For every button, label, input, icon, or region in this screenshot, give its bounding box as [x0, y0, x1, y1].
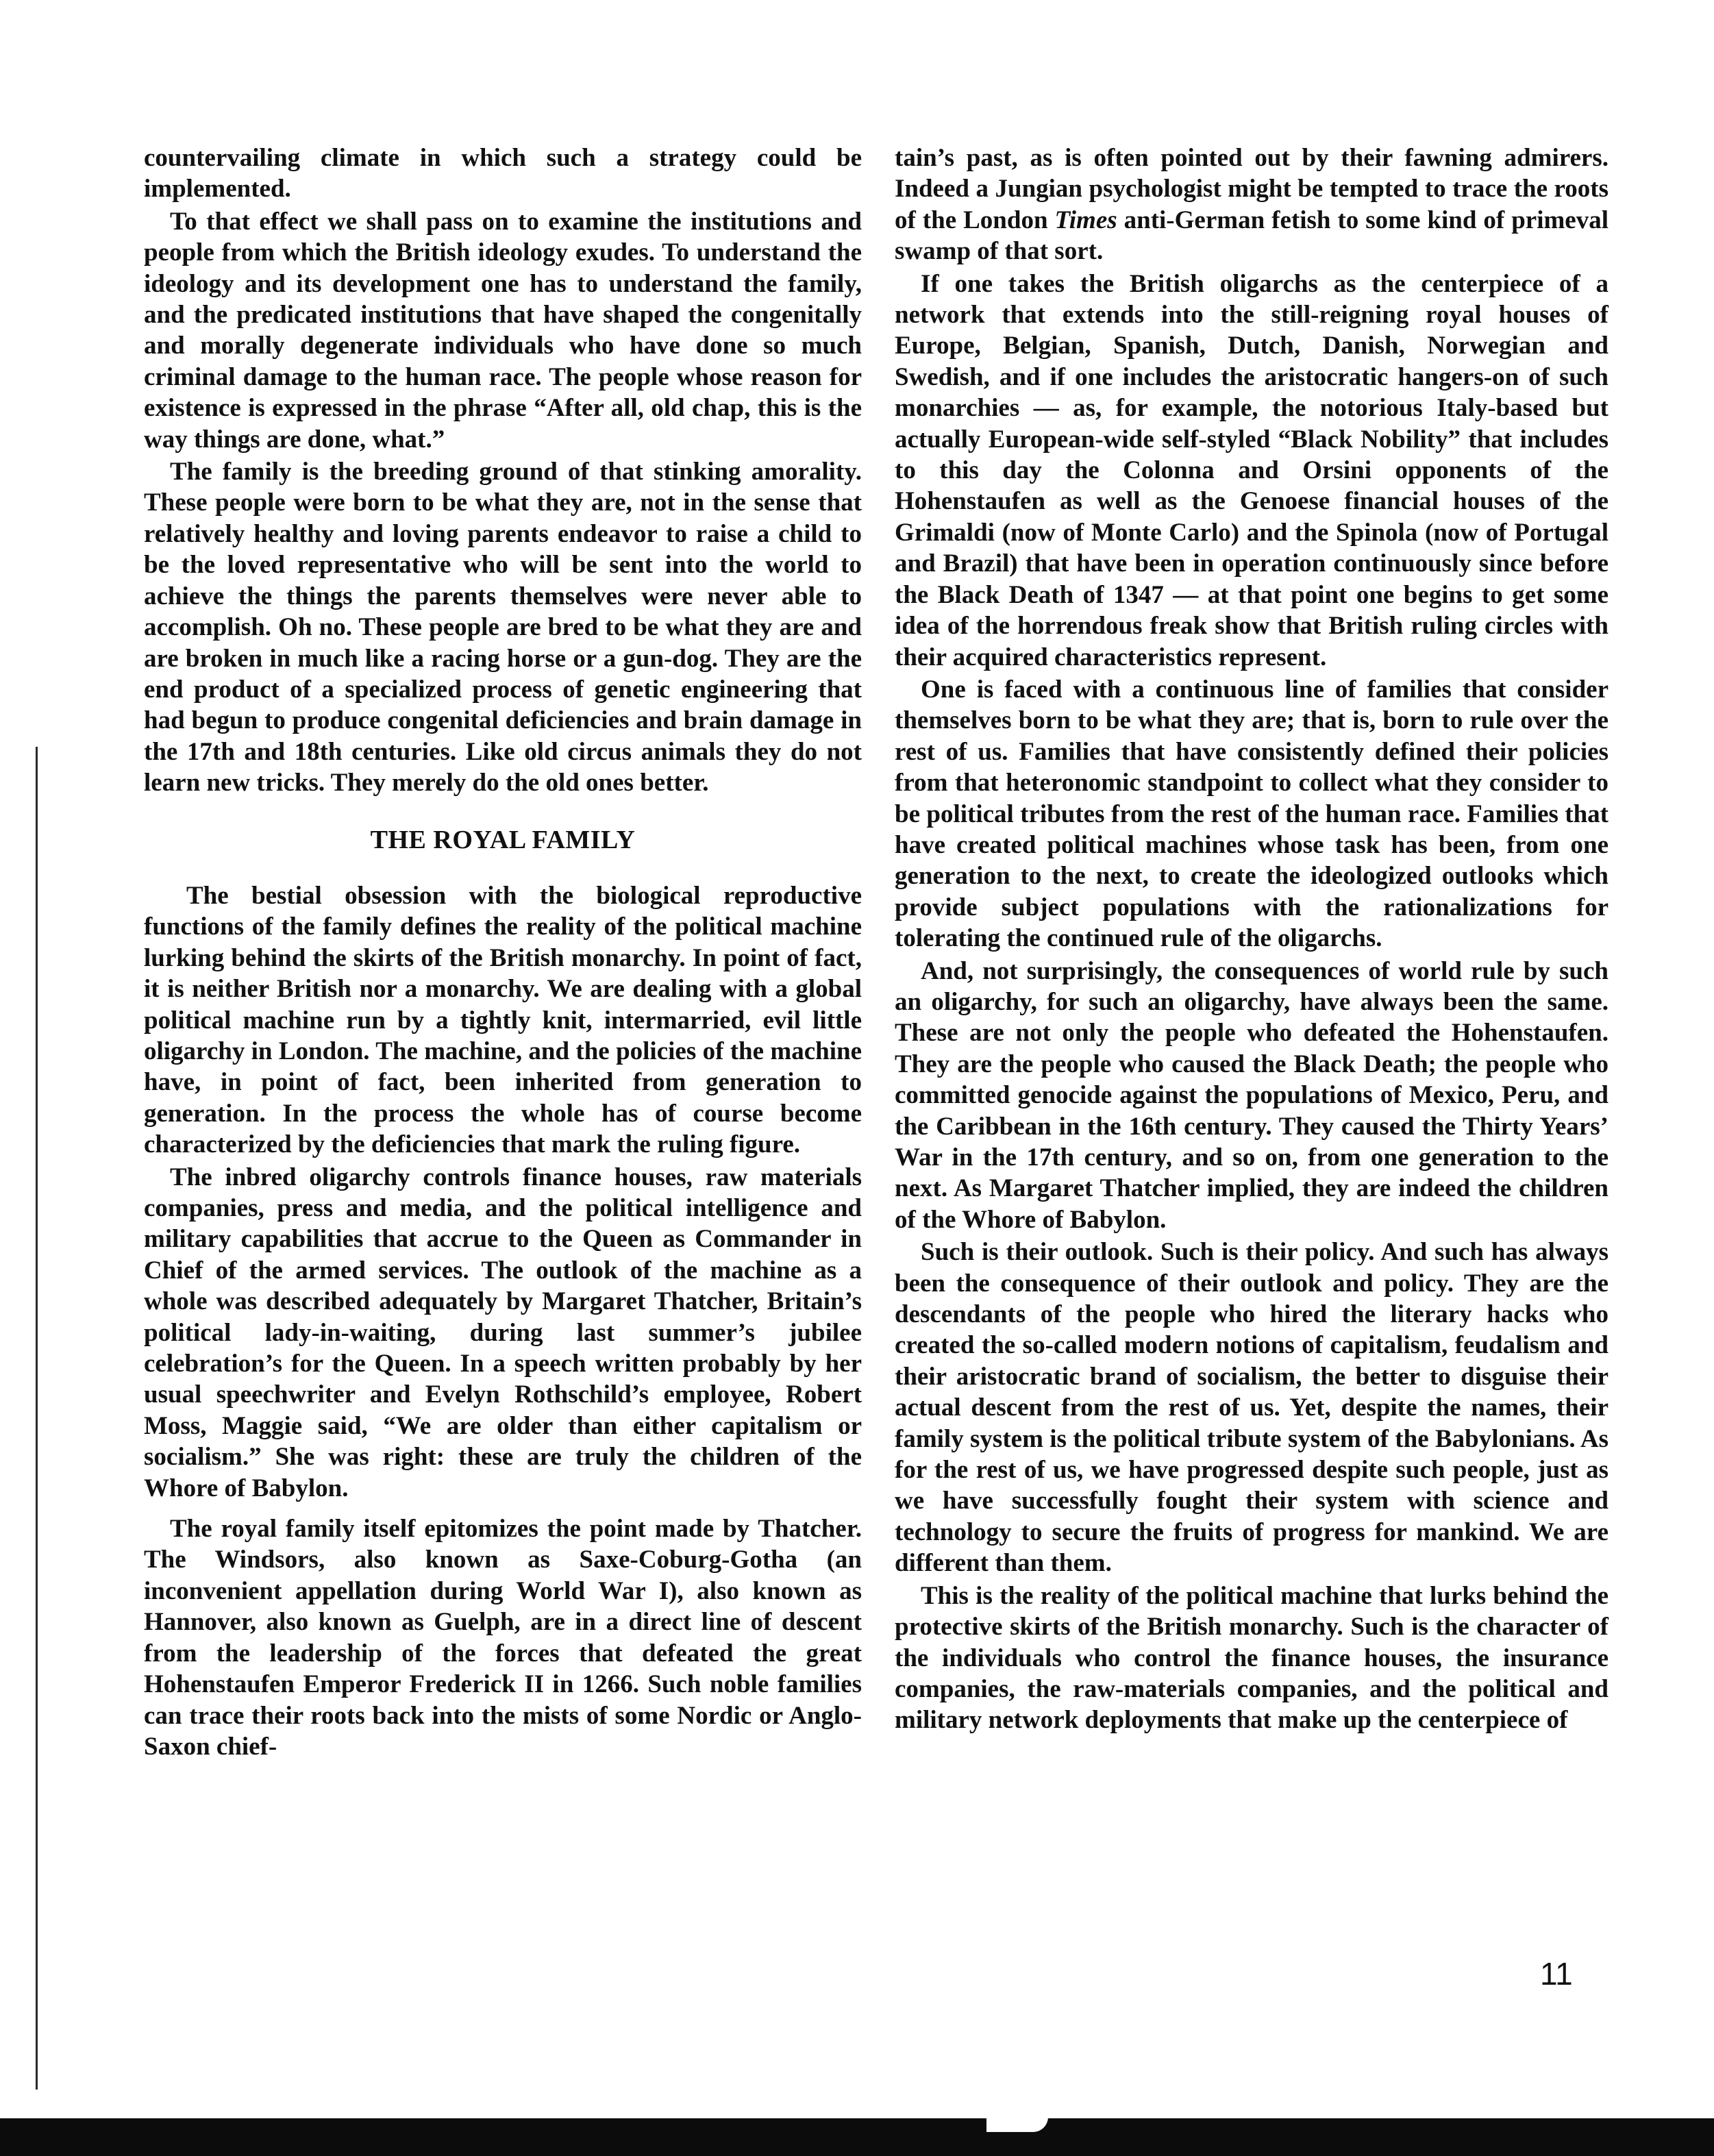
left-paragraph-2: To that effect we shall pass on to examine the institutions and people from which the British ideology exudes. To understand the ideology and its development one has to understand the family, and the predicated institutions that have shaped the congenitally and morally degenerate individuals who have done so much criminal damage to the human race. The people whose reason for existence is expressed in the phrase “After all, old chap, this is the way things are done, what.” [144, 207, 862, 454]
newspaper-title: Times [1054, 206, 1117, 234]
section-heading: THE ROYAL FAMILY [370, 825, 636, 854]
scan-bottom-edge [0, 2118, 1714, 2156]
left-text-column [144, 143, 862, 1763]
left-paragraph-3: The family is the breeding ground of that stinking amorality. These people were born to be what they are, not in the sense that relatively healthy and loving parents endeavor to raise a child to be the loved representative who will be sent into the world to achieve the things the parents themselves were never able to accomplish. Oh no. These people are bred to be what they are and are broken in much like a racing horse or a gun-dog. They are the end product of a specialized process of genetic engineering that had begun to produce congenital deficiencies and brain damage in the 17th and 18th centuries. Like old circus animals they do not learn new tricks. They merely do the old ones better. [144, 458, 862, 797]
left-paragraph-4: The bestial obsession with the biological reproductive functions of the family defines the reality of the political machine lurking behind the skirts of the British monarchy. In point of fact, it is neither British nor a monarchy. We are dealing with a global political machine run by a tightly knit, intermarried, evil little oligarchy in London. The machine, and the policies of the machine have, in point of fact, been inherited from generation to generation. In the process the whole has of course become characterized by the deficiencies that mark the ruling figure. [144, 881, 862, 1159]
left-paragraph-1: countervailing climate in which such a strategy could be implemented. [144, 144, 862, 203]
right-paragraph-6: This is the reality of the political machine that lurks behind the protective skirts of the British monarchy. Such is the character of the individuals who control the finance houses, the insurance companies, the raw-materials companies, and the political and military network deployments that make up the centerpiece of [895, 1581, 1609, 1735]
scan-edge-notch [986, 2114, 1048, 2132]
right-text-column [895, 143, 1609, 1737]
page-number: 11 [1540, 1956, 1573, 1992]
left-paragraph-6: The royal family itself epitomizes the point made by Thatcher. The Windsors, also known as Saxe-Coburg-Gotha (an inconvenient appellation during World War I), also known as Hannover, also known as Guelph, are in a direct line of descent from the leadership of the forces that defeated the great Hohenstaufen Emperor Frederick II in 1266. Such noble families can trace their roots back into the mists of some Nordic or Anglo-Saxon chief- [144, 1515, 862, 1761]
left-paragraph-5: The inbred oligarchy controls finance houses, raw materials companies, press and media, and the political intelligence and military capabilities that accrue to the Queen as Commander in Chief of the armed services. The outlook of the machine as a whole was described adequately by Margaret Thatcher, Britain’s political lady-in-waiting, during last summer’s jubilee celebration’s for the Queen. In a speech written probably by her usual speechwriter and Evelyn Rothschild’s employee, Robert Moss, Maggie said, “We are older than either capitalism or socialism.” She was right: these are truly the children of the Whore of Babylon. [144, 1163, 862, 1502]
binding-edge-rule [36, 747, 38, 2090]
right-paragraph-2: If one takes the British oligarchs as the centerpiece of a network that extends into the still-reigning royal houses of Europe, Belgian, Spanish, Dutch, Danish, Norwegian and Swedish, and if one includes the aristocratic hangers-on of such monarchies — as, for example, the notorious Italy-based but actually European-wide self-styled “Black Nobility” that includes to this day the Colonna and Orsini opponents of the Hohenstaufen as well as the Genoese financial houses of the Grimaldi (now of Monte Carlo) and the Spinola (now of Portugal and Brazil) that have been in operation continuously since before the Black Death of 1347 — at that point one begins to get some idea of the horrendous freak show that British ruling circles with their acquired characteristics represent. [895, 269, 1609, 671]
right-paragraph-1 [895, 143, 1609, 267]
right-paragraph-3: One is faced with a continuous line of families that consider themselves born to be what they are; that is, born to rule over the rest of us. Families that have consistently defined their policies from that heteronomic standpoint to collect what they consider to be political tributes from the rest of the human race. Families that have created political machines whose task has been, from one generation to the next, to create the ideologized outlooks which provide subject populations with the rationalizations for tolerating the continued rule of the oligarchs. [895, 675, 1609, 953]
right-paragraph-1-continuation: anti-German fetish to some kind of primeval swamp of that sort. [895, 206, 1609, 266]
right-paragraph-5: Such is their outlook. Such is their policy. And such has always been the consequence of their outlook and policy. They are the descendants of the people who hired the literary hacks who created the so-called modern notions of capitalism, feudalism and their aristocratic brand of socialism, the better to disguise their actual descent from the rest of us. Yet, despite the names, their family system is the political tribute system of the Babylonians. As for the rest of us, we have progressed despite such people, just as we have successfully fought their system with science and technology to secure the fruits of progress for mankind. We are different than them. [895, 1238, 1609, 1578]
right-paragraph-4: And, not surprisingly, the consequences of world rule by such an oligarchy, for such an oligarchy, have always been the same. These are not only the people who defeated the Hohenstaufen. They are the people who caused the Black Death; the people who committed genocide against the populations of Mexico, Peru, and the Caribbean in the 16th century. They caused the Thirty Years’ War in the 17th century, and so on, from one generation to the next. As Margaret Thatcher implied, they are indeed the children of the Whore of Babylon. [895, 956, 1609, 1234]
right-paragraph-1-text: tain’s past, as is often pointed out by their fawning admirers. Indeed a Jungian psychologist might be tempted to trace the roots of the London [895, 144, 1609, 234]
